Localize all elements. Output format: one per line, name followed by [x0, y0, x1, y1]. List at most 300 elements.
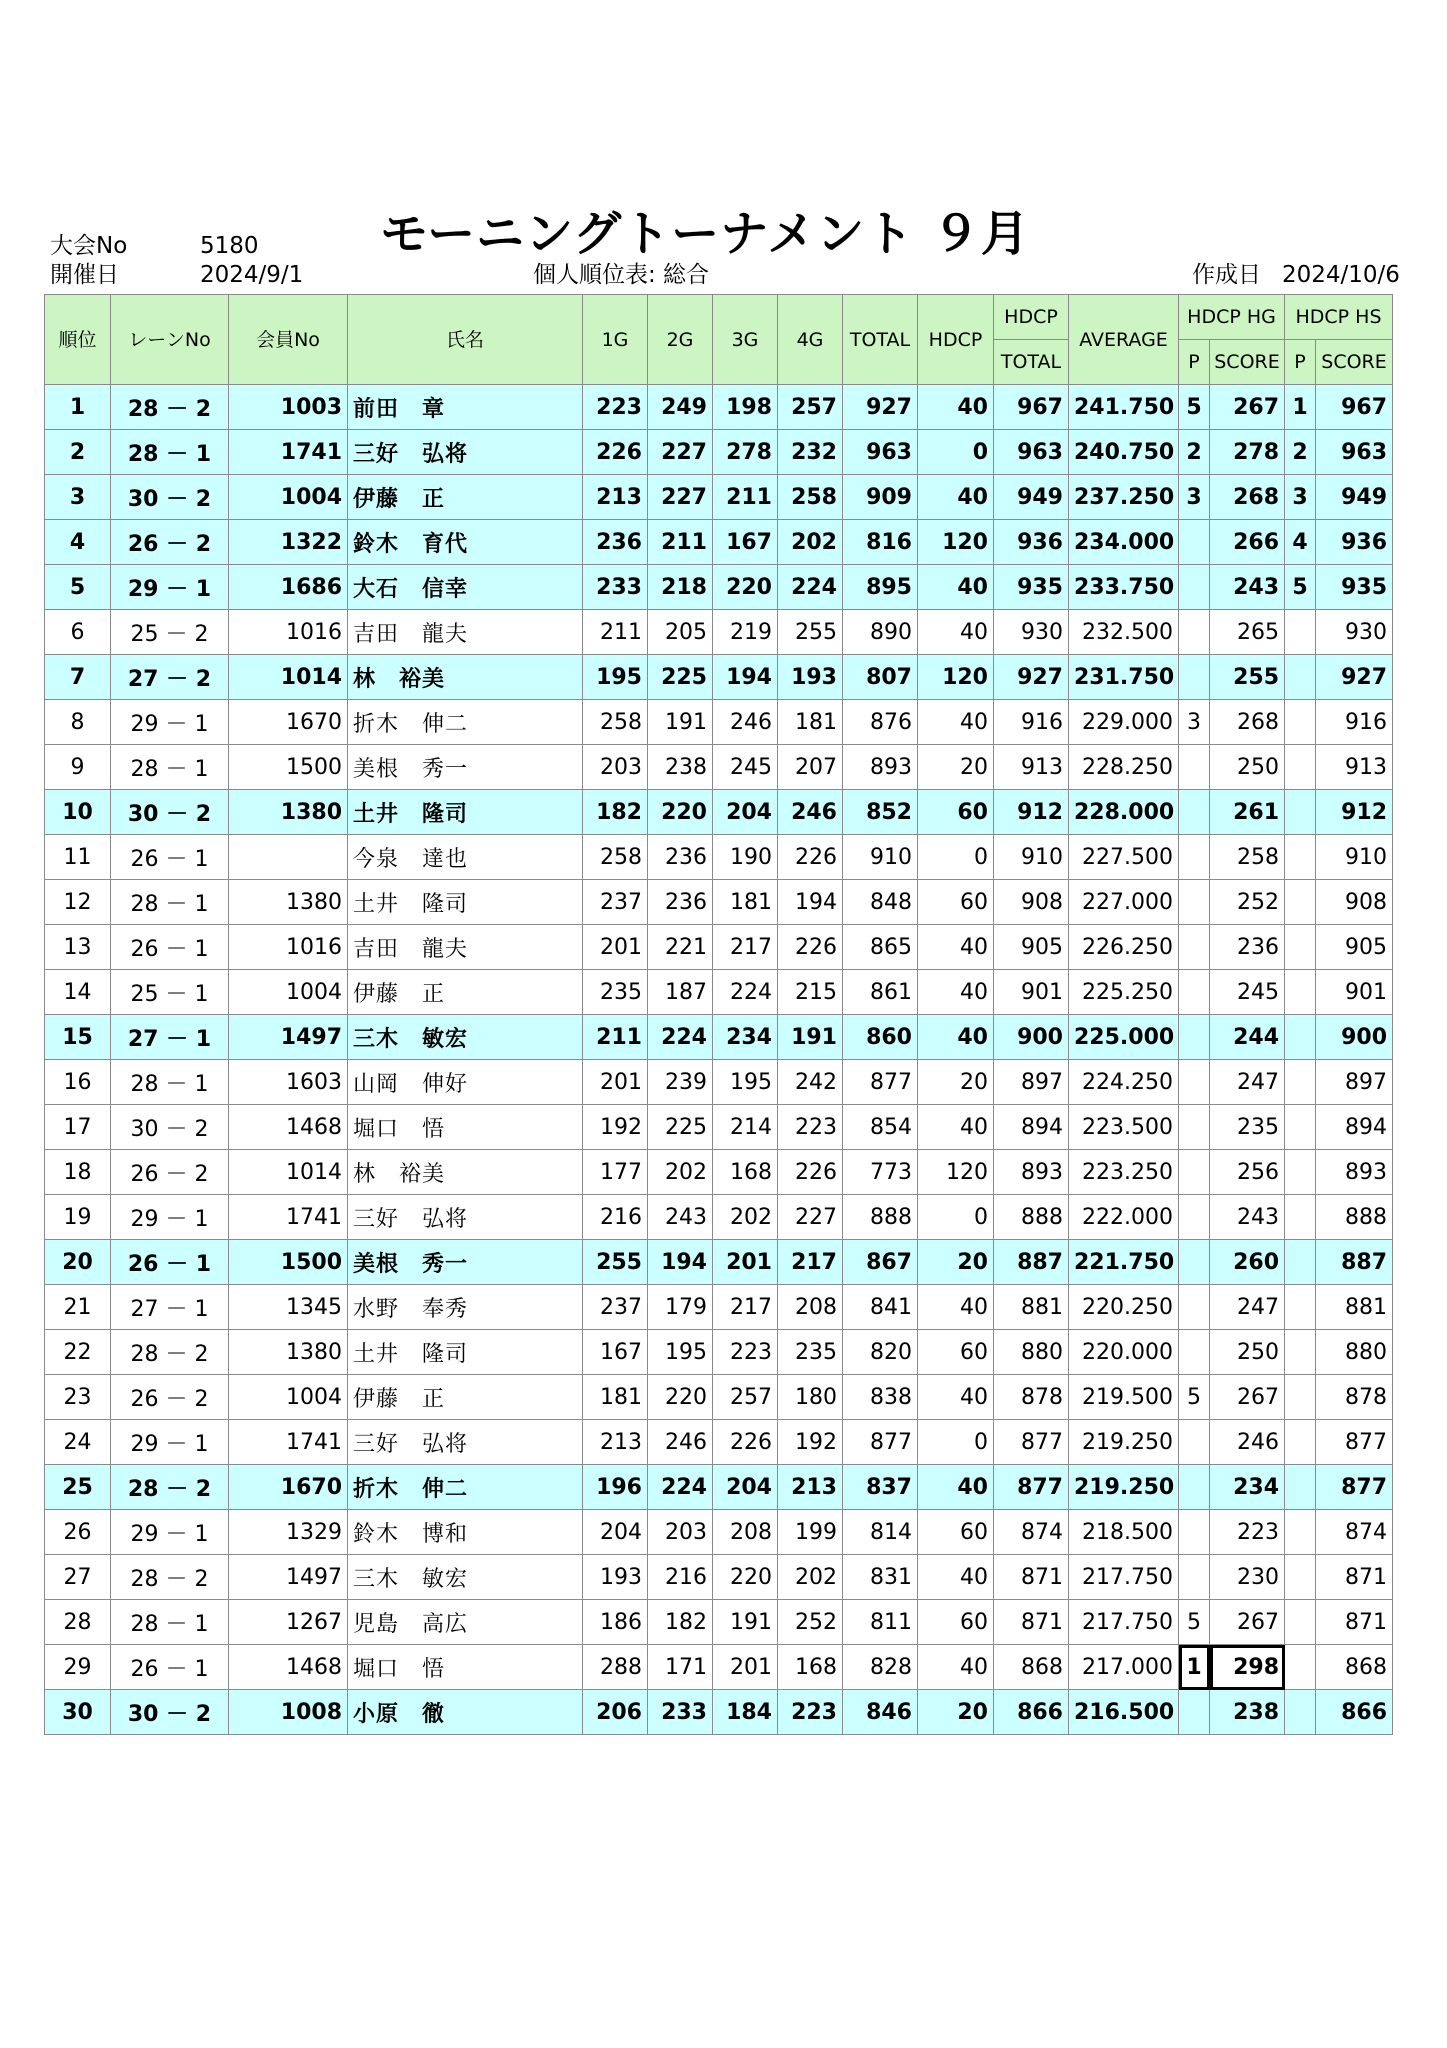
cell-member: 1500 [229, 745, 348, 790]
cell-member: 1670 [229, 700, 348, 745]
table-row [45, 475, 1393, 520]
page-title: モーニングトーナメント ９月 [380, 206, 1030, 262]
cell-total: 828 [843, 1645, 918, 1690]
cell-hs-p [1285, 610, 1316, 655]
cell-hs-p [1285, 880, 1316, 925]
cell-total: 860 [843, 1015, 918, 1060]
cell-average: 227.000 [1069, 880, 1179, 925]
cell-3g: 278 [713, 430, 778, 475]
cell-hg-score: 265 [1210, 610, 1285, 655]
cell-hdcp: 20 [918, 745, 994, 790]
cell-average: 224.250 [1069, 1060, 1179, 1105]
col-total: TOTAL [843, 295, 918, 385]
cell-name: 土井 隆司 [348, 790, 583, 835]
cell-rank: 11 [45, 835, 111, 880]
col-2g: 2G [648, 295, 713, 385]
cell-3g: 208 [713, 1510, 778, 1555]
cell-average: 219.250 [1069, 1465, 1179, 1510]
cell-hs-score: 868 [1316, 1645, 1393, 1690]
cell-member: 1380 [229, 1330, 348, 1375]
cell-total: 895 [843, 565, 918, 610]
cell-2g: 243 [648, 1195, 713, 1240]
cell-average: 240.750 [1069, 430, 1179, 475]
cell-hg-score: 267 [1210, 1600, 1285, 1645]
cell-total: 893 [843, 745, 918, 790]
cell-hdcp-total: 866 [994, 1690, 1069, 1735]
cell-hs-score: 927 [1316, 655, 1393, 700]
cell-lane: 25 － 2 [111, 610, 229, 655]
cell-hs-p: 3 [1285, 475, 1316, 520]
cell-3g: 184 [713, 1690, 778, 1735]
cell-name: 鈴木 博和 [348, 1510, 583, 1555]
cell-1g: 288 [583, 1645, 648, 1690]
cell-2g: 216 [648, 1555, 713, 1600]
cell-hdcp-total: 877 [994, 1420, 1069, 1465]
cell-4g: 252 [778, 1600, 843, 1645]
cell-rank: 21 [45, 1285, 111, 1330]
cell-1g: 206 [583, 1690, 648, 1735]
cell-hdcp-total: 935 [994, 565, 1069, 610]
cell-1g: 181 [583, 1375, 648, 1420]
cell-rank: 25 [45, 1465, 111, 1510]
cell-1g: 193 [583, 1555, 648, 1600]
cell-total: 927 [843, 385, 918, 430]
cell-2g: 225 [648, 1105, 713, 1150]
cell-hs-score: 901 [1316, 970, 1393, 1015]
cell-hg-score: 252 [1210, 880, 1285, 925]
cell-hs-score: 871 [1316, 1600, 1393, 1645]
cell-hg-score: 245 [1210, 970, 1285, 1015]
table-row [45, 1555, 1393, 1600]
cell-hg-score: 250 [1210, 1330, 1285, 1375]
cell-hs-p [1285, 1240, 1316, 1285]
cell-hg-p [1179, 835, 1210, 880]
cell-3g: 202 [713, 1195, 778, 1240]
cell-average: 228.250 [1069, 745, 1179, 790]
cell-member: 1670 [229, 1465, 348, 1510]
cell-member: 1329 [229, 1510, 348, 1555]
cell-hdcp: 120 [918, 655, 994, 700]
col-4g: 4G [778, 295, 843, 385]
cell-hs-score: 910 [1316, 835, 1393, 880]
cell-3g: 214 [713, 1105, 778, 1150]
cell-lane: 30 － 2 [111, 1690, 229, 1735]
cell-hdcp: 40 [918, 1555, 994, 1600]
cell-hs-p: 1 [1285, 385, 1316, 430]
cell-hdcp: 40 [918, 970, 994, 1015]
cell-hs-p [1285, 1375, 1316, 1420]
cell-hs-score: 874 [1316, 1510, 1393, 1555]
cell-member: 1008 [229, 1690, 348, 1735]
cell-3g: 201 [713, 1240, 778, 1285]
cell-hdcp-total: 894 [994, 1105, 1069, 1150]
cell-1g: 211 [583, 610, 648, 655]
cell-rank: 7 [45, 655, 111, 700]
cell-hs-p [1285, 790, 1316, 835]
cell-1g: 235 [583, 970, 648, 1015]
cell-average: 219.250 [1069, 1420, 1179, 1465]
cell-4g: 226 [778, 835, 843, 880]
cell-total: 910 [843, 835, 918, 880]
cell-lane: 28 － 1 [111, 880, 229, 925]
cell-rank: 2 [45, 430, 111, 475]
cell-total: 876 [843, 700, 918, 745]
cell-total: 816 [843, 520, 918, 565]
cell-3g: 198 [713, 385, 778, 430]
cell-hdcp-total: 871 [994, 1555, 1069, 1600]
cell-hdcp-total: 887 [994, 1240, 1069, 1285]
cell-4g: 199 [778, 1510, 843, 1555]
cell-1g: 203 [583, 745, 648, 790]
cell-rank: 20 [45, 1240, 111, 1285]
cell-3g: 167 [713, 520, 778, 565]
cell-2g: 227 [648, 430, 713, 475]
cell-hs-p [1285, 970, 1316, 1015]
cell-hg-p [1179, 1690, 1210, 1735]
cell-1g: 182 [583, 790, 648, 835]
cell-2g: 225 [648, 655, 713, 700]
cell-3g: 194 [713, 655, 778, 700]
cell-2g: 224 [648, 1465, 713, 1510]
cell-1g: 195 [583, 655, 648, 700]
cell-hg-score: 250 [1210, 745, 1285, 790]
cell-name: 堀口 悟 [348, 1105, 583, 1150]
cell-hg-p [1179, 1195, 1210, 1240]
cell-hs-score: 880 [1316, 1330, 1393, 1375]
cell-hdcp-total: 916 [994, 700, 1069, 745]
cell-1g: 211 [583, 1015, 648, 1060]
cell-2g: 227 [648, 475, 713, 520]
cell-hs-score: 916 [1316, 700, 1393, 745]
cell-lane: 28 － 2 [111, 385, 229, 430]
cell-hdcp-total: 963 [994, 430, 1069, 475]
cell-hg-p [1179, 520, 1210, 565]
table-row [45, 385, 1393, 430]
col-hg-p: P [1179, 340, 1210, 385]
cell-hg-score: 255 [1210, 655, 1285, 700]
cell-hg-p [1179, 880, 1210, 925]
cell-4g: 193 [778, 655, 843, 700]
cell-hg-p [1179, 745, 1210, 790]
cell-hg-p: 3 [1179, 700, 1210, 745]
cell-2g: 211 [648, 520, 713, 565]
cell-3g: 201 [713, 1645, 778, 1690]
cell-3g: 204 [713, 1465, 778, 1510]
cell-hdcp: 0 [918, 1195, 994, 1240]
cell-member: 1380 [229, 880, 348, 925]
cell-4g: 213 [778, 1465, 843, 1510]
table-row [45, 655, 1393, 700]
cell-member: 1014 [229, 1150, 348, 1195]
cell-total: 888 [843, 1195, 918, 1240]
cell-hs-score: 881 [1316, 1285, 1393, 1330]
results-table [44, 294, 1393, 1735]
col-member: 会員No [229, 295, 348, 385]
cell-name: 林 裕美 [348, 1150, 583, 1195]
cell-hdcp: 20 [918, 1240, 994, 1285]
cell-1g: 237 [583, 1285, 648, 1330]
cell-name: 折木 伸二 [348, 700, 583, 745]
cell-hs-score: 967 [1316, 385, 1393, 430]
cell-hg-p [1179, 610, 1210, 655]
cell-total: 877 [843, 1060, 918, 1105]
cell-hg-score: 234 [1210, 1465, 1285, 1510]
table-row [45, 1465, 1393, 1510]
cell-hdcp-total: 877 [994, 1465, 1069, 1510]
cell-hg-score: 247 [1210, 1285, 1285, 1330]
cell-name: 三木 敏宏 [348, 1555, 583, 1600]
cell-hs-p [1285, 1060, 1316, 1105]
cell-lane: 26 － 2 [111, 1375, 229, 1420]
cell-2g: 182 [648, 1600, 713, 1645]
cell-hs-p [1285, 1195, 1316, 1240]
cell-hdcp: 40 [918, 385, 994, 430]
cell-total: 877 [843, 1420, 918, 1465]
cell-lane: 27 － 1 [111, 1285, 229, 1330]
cell-name: 三好 弘将 [348, 1195, 583, 1240]
cell-hdcp: 60 [918, 1330, 994, 1375]
cell-hdcp: 0 [918, 430, 994, 475]
cell-hs-score: 894 [1316, 1105, 1393, 1150]
cell-average: 229.000 [1069, 700, 1179, 745]
cell-hg-score: 236 [1210, 925, 1285, 970]
cell-rank: 23 [45, 1375, 111, 1420]
cell-2g: 194 [648, 1240, 713, 1285]
cell-name: 水野 奉秀 [348, 1285, 583, 1330]
table-row [45, 1600, 1393, 1645]
cell-hdcp-total: 913 [994, 745, 1069, 790]
cell-hs-p [1285, 1645, 1316, 1690]
col-hdcp-hs: HDCP HS [1285, 295, 1393, 340]
cell-hdcp: 40 [918, 1645, 994, 1690]
col-hdcp-total-top: HDCP [994, 295, 1069, 340]
cell-rank: 28 [45, 1600, 111, 1645]
table-row [45, 1060, 1393, 1105]
cell-3g: 245 [713, 745, 778, 790]
cell-hs-score: 913 [1316, 745, 1393, 790]
cell-rank: 3 [45, 475, 111, 520]
cell-total: 814 [843, 1510, 918, 1555]
cell-hg-p: 5 [1179, 385, 1210, 430]
cell-hg-p [1179, 1015, 1210, 1060]
cell-lane: 28 － 2 [111, 1330, 229, 1375]
cell-3g: 217 [713, 925, 778, 970]
table-row [45, 610, 1393, 655]
table-row [45, 1690, 1393, 1735]
created-label: 作成日 [1192, 262, 1261, 288]
table-row [45, 700, 1393, 745]
cell-4g: 194 [778, 880, 843, 925]
cell-name: 大石 信幸 [348, 565, 583, 610]
cell-hg-p [1179, 1150, 1210, 1195]
cell-rank: 4 [45, 520, 111, 565]
cell-name: 前田 章 [348, 385, 583, 430]
cell-member: 1014 [229, 655, 348, 700]
cell-hg-p [1179, 1285, 1210, 1330]
cell-hg-score: 261 [1210, 790, 1285, 835]
cell-hdcp-total: 910 [994, 835, 1069, 880]
cell-rank: 10 [45, 790, 111, 835]
cell-average: 217.750 [1069, 1555, 1179, 1600]
cell-member: 1004 [229, 1375, 348, 1420]
cell-lane: 30 － 2 [111, 1105, 229, 1150]
cell-hs-score: 893 [1316, 1150, 1393, 1195]
cell-3g: 204 [713, 790, 778, 835]
cell-hg-p [1179, 1330, 1210, 1375]
cell-average: 225.000 [1069, 1015, 1179, 1060]
cell-hg-p [1179, 1510, 1210, 1555]
cell-rank: 22 [45, 1330, 111, 1375]
cell-1g: 223 [583, 385, 648, 430]
cell-2g: 220 [648, 1375, 713, 1420]
cell-1g: 258 [583, 700, 648, 745]
cell-member: 1004 [229, 970, 348, 1015]
cell-hdcp: 0 [918, 835, 994, 880]
event-date: 2024/9/1 [200, 262, 304, 288]
cell-1g: 236 [583, 520, 648, 565]
cell-4g: 226 [778, 925, 843, 970]
table-row [45, 745, 1393, 790]
cell-1g: 201 [583, 1060, 648, 1105]
tournament-no: 5180 [200, 233, 259, 259]
cell-hdcp-total: 874 [994, 1510, 1069, 1555]
cell-hs-score: 963 [1316, 430, 1393, 475]
cell-hs-score: 936 [1316, 520, 1393, 565]
cell-name: 林 裕美 [348, 655, 583, 700]
table-row [45, 880, 1393, 925]
cell-2g: 236 [648, 880, 713, 925]
cell-hs-p [1285, 1510, 1316, 1555]
cell-hs-p [1285, 1690, 1316, 1735]
cell-name: 伊藤 正 [348, 970, 583, 1015]
cell-4g: 257 [778, 385, 843, 430]
cell-hg-score: 256 [1210, 1150, 1285, 1195]
cell-total: 848 [843, 880, 918, 925]
table-row [45, 1285, 1393, 1330]
cell-rank: 13 [45, 925, 111, 970]
cell-1g: 192 [583, 1105, 648, 1150]
cell-member: 1267 [229, 1600, 348, 1645]
cell-average: 220.250 [1069, 1285, 1179, 1330]
cell-hg-score: 235 [1210, 1105, 1285, 1150]
cell-hs-score: 877 [1316, 1465, 1393, 1510]
cell-average: 217.000 [1069, 1645, 1179, 1690]
cell-name: 折木 伸二 [348, 1465, 583, 1510]
cell-2g: 221 [648, 925, 713, 970]
cell-hdcp-total: 893 [994, 1150, 1069, 1195]
cell-3g: 168 [713, 1150, 778, 1195]
cell-average: 232.500 [1069, 610, 1179, 655]
cell-name: 小原 徹 [348, 1690, 583, 1735]
cell-member: 1686 [229, 565, 348, 610]
cell-3g: 181 [713, 880, 778, 925]
cell-average: 222.000 [1069, 1195, 1179, 1240]
cell-hdcp: 40 [918, 1375, 994, 1420]
cell-4g: 232 [778, 430, 843, 475]
cell-total: 909 [843, 475, 918, 520]
cell-average: 220.000 [1069, 1330, 1179, 1375]
table-row [45, 1420, 1393, 1465]
cell-total: 811 [843, 1600, 918, 1645]
cell-3g: 190 [713, 835, 778, 880]
subtitle: 個人順位表: 総合 [533, 262, 710, 288]
cell-hdcp: 40 [918, 1015, 994, 1060]
cell-hs-p [1285, 1465, 1316, 1510]
cell-total: 831 [843, 1555, 918, 1600]
cell-hdcp: 0 [918, 1420, 994, 1465]
cell-rank: 27 [45, 1555, 111, 1600]
cell-3g: 195 [713, 1060, 778, 1105]
col-hs-p: P [1285, 340, 1316, 385]
cell-hdcp: 60 [918, 1600, 994, 1645]
cell-hg-score: 260 [1210, 1240, 1285, 1285]
cell-name: 土井 隆司 [348, 1330, 583, 1375]
cell-hdcp: 20 [918, 1690, 994, 1735]
table-body [45, 385, 1393, 1735]
cell-average: 234.000 [1069, 520, 1179, 565]
cell-4g: 246 [778, 790, 843, 835]
cell-hdcp: 120 [918, 1150, 994, 1195]
cell-member: 1468 [229, 1645, 348, 1690]
cell-3g: 220 [713, 565, 778, 610]
cell-name: 三木 敏宏 [348, 1015, 583, 1060]
cell-hg-p [1179, 970, 1210, 1015]
cell-hg-score: 267 [1210, 385, 1285, 430]
cell-4g: 255 [778, 610, 843, 655]
cell-lane: 29 － 1 [111, 565, 229, 610]
cell-average: 216.500 [1069, 1690, 1179, 1735]
cell-total: 852 [843, 790, 918, 835]
cell-4g: 192 [778, 1420, 843, 1465]
cell-hg-score: 298 [1210, 1645, 1285, 1690]
cell-4g: 202 [778, 520, 843, 565]
cell-4g: 168 [778, 1645, 843, 1690]
table-row [45, 835, 1393, 880]
cell-2g: 187 [648, 970, 713, 1015]
created-date: 2024/10/6 [1282, 262, 1400, 288]
cell-1g: 167 [583, 1330, 648, 1375]
cell-2g: 218 [648, 565, 713, 610]
cell-4g: 215 [778, 970, 843, 1015]
cell-name: 三好 弘将 [348, 430, 583, 475]
table-row [45, 1240, 1393, 1285]
cell-average: 237.250 [1069, 475, 1179, 520]
cell-3g: 191 [713, 1600, 778, 1645]
cell-hg-p [1179, 1105, 1210, 1150]
cell-name: 堀口 悟 [348, 1645, 583, 1690]
cell-hg-p: 2 [1179, 430, 1210, 475]
col-hs-score: SCORE [1316, 340, 1393, 385]
cell-hg-score: 267 [1210, 1375, 1285, 1420]
table-row [45, 1195, 1393, 1240]
cell-lane: 26 － 1 [111, 925, 229, 970]
cell-3g: 257 [713, 1375, 778, 1420]
cell-2g: 249 [648, 385, 713, 430]
table-row [45, 1150, 1393, 1195]
cell-rank: 30 [45, 1690, 111, 1735]
cell-average: 223.250 [1069, 1150, 1179, 1195]
cell-2g: 191 [648, 700, 713, 745]
cell-total: 837 [843, 1465, 918, 1510]
cell-hdcp-total: 871 [994, 1600, 1069, 1645]
cell-hg-score: 243 [1210, 565, 1285, 610]
cell-3g: 224 [713, 970, 778, 1015]
cell-1g: 216 [583, 1195, 648, 1240]
cell-hs-p [1285, 655, 1316, 700]
table-row [45, 925, 1393, 970]
cell-member [229, 835, 348, 880]
cell-hg-score: 266 [1210, 520, 1285, 565]
